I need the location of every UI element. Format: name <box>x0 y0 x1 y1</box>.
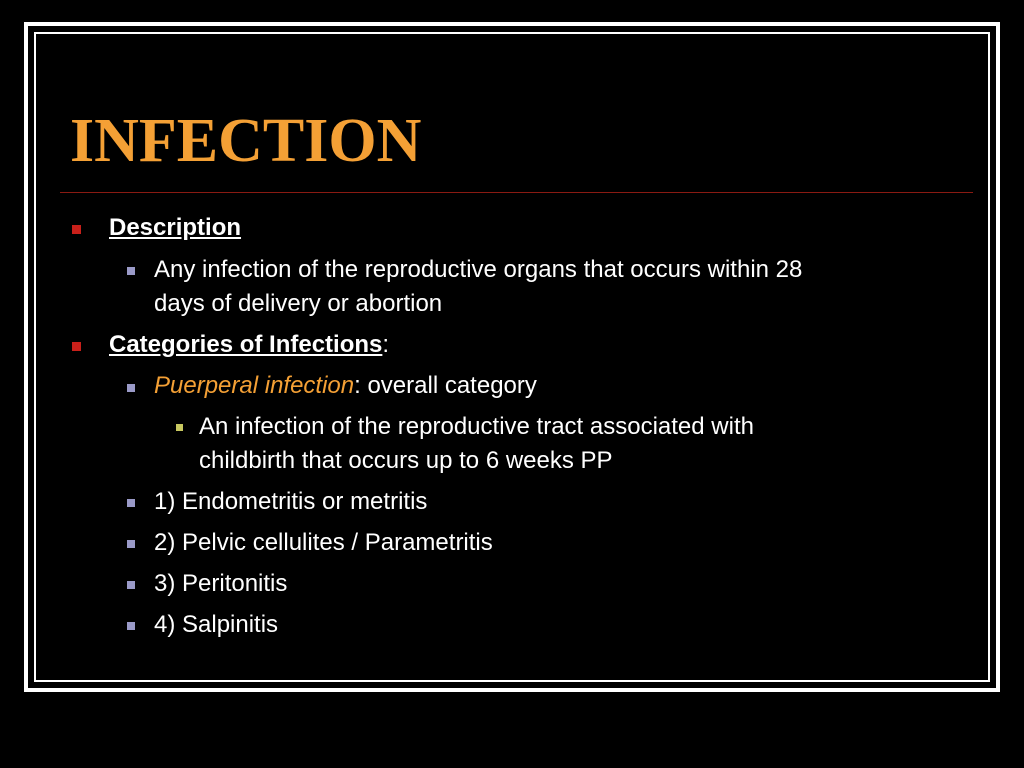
level2-bullet-icon <box>127 499 135 507</box>
description-text-line1: Any infection of the reproductive organs that occurs within 28 <box>154 256 803 283</box>
puerperal-definition-line1: An infection of the reproductive tract associated with <box>199 413 754 440</box>
level1-bullet-icon <box>72 225 81 234</box>
level2-bullet-icon <box>127 384 135 392</box>
level3-bullet-icon <box>176 424 183 431</box>
description-heading: Description <box>109 214 242 241</box>
level2-bullet-icon <box>127 540 135 548</box>
categories-heading: Categories of Infections: <box>109 331 390 358</box>
slide-title: INFECTION <box>70 107 422 175</box>
level2-bullet-icon <box>127 622 135 630</box>
category-item: 4) Salpinitis <box>154 611 279 638</box>
description-text-line2: days of delivery or abortion <box>154 290 443 317</box>
level1-bullet-icon <box>72 342 81 351</box>
level2-bullet-icon <box>127 581 135 589</box>
puerperal-definition-line2: childbirth that occurs up to 6 weeks PP <box>199 447 613 474</box>
category-item: 2) Pelvic cellulites / Parametritis <box>154 529 493 556</box>
level2-bullet-icon <box>127 267 135 275</box>
category-item: 1) Endometritis or metritis <box>154 488 428 515</box>
category-item: 3) Peritonitis <box>154 570 288 597</box>
puerperal-line: Puerperal infection: overall category <box>154 372 537 399</box>
